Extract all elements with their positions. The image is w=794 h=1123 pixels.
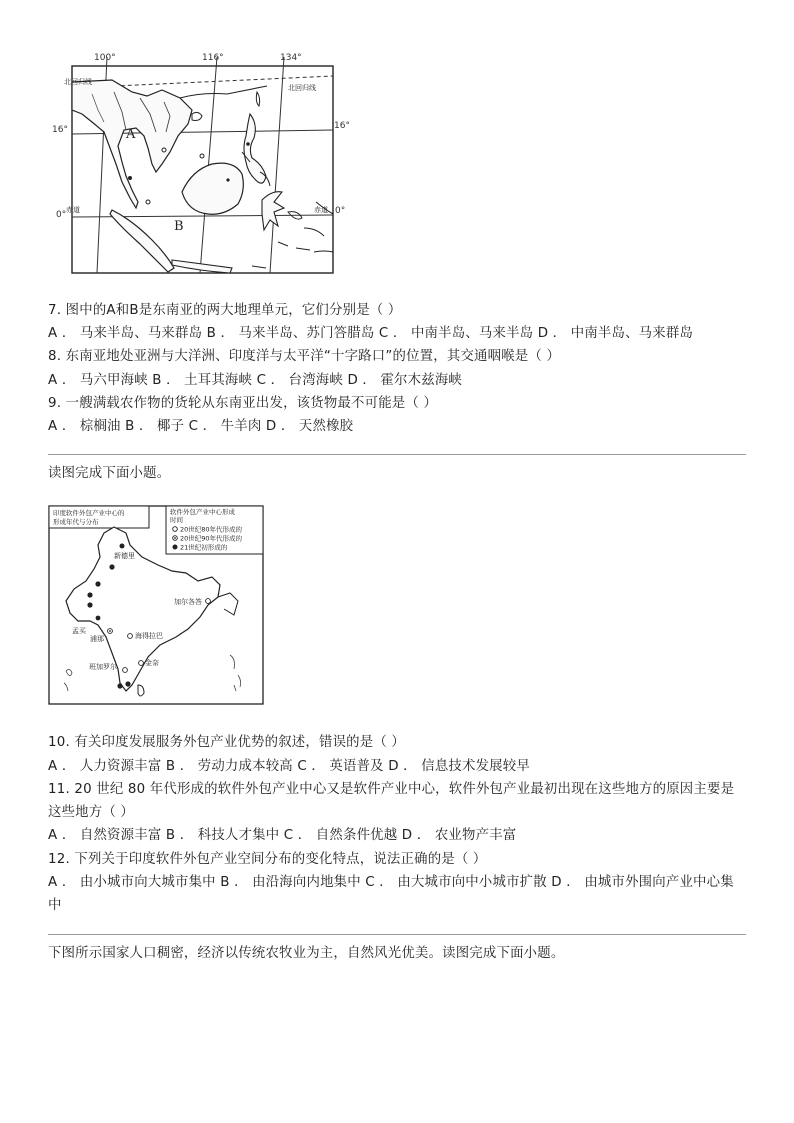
legend-open-circle-icon [173, 527, 178, 532]
question-8-options: A ． 马六甲海峡 B ． 土耳其海峡 C ． 台湾海峡 D ． 霍尔木兹海峡 [48, 373, 463, 388]
city-kolkata: 加尔各答 [174, 598, 202, 606]
question-10: 10. 有关印度发展服务外包产业优势的叙述，错误的是（ ） [48, 735, 405, 750]
region-b-label: B [174, 219, 184, 234]
india-map-title-line1: 印度软件外包产业中心的 [53, 509, 125, 517]
section-divider-1 [48, 454, 746, 455]
kolkata-marker [206, 599, 211, 604]
legend-item-1: 20世纪80年代形成的 [180, 525, 243, 534]
chennai-marker [139, 661, 144, 666]
lon-label-116: 116° [202, 53, 224, 63]
question-11-line1: 11. 20 世纪 80 年代形成的软件外包产业中心又是软件产业中心，软件外包产业最初出现在这些地方的原因主要是 [48, 782, 735, 797]
question-9-options: A ． 棕榈油 B ． 椰子 C ． 牛羊肉 D ． 天然橡胶 [48, 419, 354, 434]
question-11-line2: 这些地方（ ） [48, 805, 134, 820]
question-10-options: A ． 人力资源丰富 B ． 劳动力成本较高 C ． 英语普及 D ． 信息技术发展较早 [48, 759, 530, 774]
question-12: 12. 下列关于印度软件外包产业空间分布的变化特点，说法正确的是（ ） [48, 852, 487, 867]
city-bangalore: 班加罗尔 [89, 663, 117, 671]
question-11-options: A ． 自然资源丰富 B ． 科技人才集中 C ． 自然条件优越 D ． 农业物产丰富 [48, 828, 517, 843]
tropic-label-left: 北回归线 [64, 78, 92, 86]
legend-title-line1: 软件外包产业中心形成 [170, 508, 235, 516]
india-map-title-line2: 形成年代与分布 [53, 518, 99, 526]
southeast-asia-map [52, 52, 350, 280]
city-mumbai: 孟买 [72, 627, 86, 635]
legend-title-line2: 时间 [170, 516, 183, 524]
new-delhi-marker [120, 544, 125, 549]
city-hyderabad: 海得拉巴 [135, 632, 163, 640]
question-9: 9. 一艘满载农作物的货轮从东南亚出发，该货物最不可能是（ ） [48, 396, 438, 411]
southeast-asia-map-svg [52, 52, 350, 280]
india-outsourcing-map [48, 505, 264, 705]
city-pune: 浦那 [90, 635, 104, 643]
pune-marker [96, 616, 101, 621]
section-divider-2 [48, 934, 746, 935]
lat-label-16-left: 16° [52, 125, 68, 135]
legend-item-2: 20世纪90年代形成的 [180, 534, 243, 543]
lat-label-0-left: 0° [56, 210, 67, 220]
section2-intro: 读图完成下面小题。 [48, 466, 171, 481]
hyderabad-marker [128, 634, 133, 639]
india-outsourcing-map-svg [48, 505, 264, 705]
equator-label-right: 赤道 [314, 206, 328, 214]
region-a-label: A [126, 127, 136, 142]
lon-label-134: 134° [280, 53, 302, 63]
lat-label-16-right: 16° [334, 121, 350, 131]
city-new-delhi: 新德里 [114, 552, 135, 560]
equator-label-left: 赤道 [66, 206, 80, 214]
lat-label-0-right: 0° [335, 206, 346, 216]
section3-intro: 下图所示国家人口稠密，经济以传统农牧业为主，自然风光优美。读图完成下面小题。 [48, 946, 565, 961]
tropic-label-right: 北回归线 [288, 84, 316, 92]
question-8: 8. 东南亚地处亚洲与大洋洲、印度洋与太平洋“十字路口”的位置，其交通咽喉是（ ） [48, 349, 561, 364]
question-12-options-line1: A ． 由小城市向大城市集中 B ． 由沿海向内地集中 C ． 由大城市向中小城市扩散 D ． 由城市外围向产业中心集 [48, 875, 734, 890]
question-7-options: A ． 马来半岛、马来群岛 B ． 马来半岛、苏门答腊岛 C ． 中南半岛、马来半岛 D ． 中南半岛、马来群岛 [48, 326, 694, 341]
bangalore-marker [123, 668, 128, 673]
question-12-options-line2: 中 [48, 898, 62, 913]
legend-item-3: 21世纪初形成的 [180, 543, 228, 552]
legend-filled-circle-icon [173, 545, 178, 550]
lon-label-100: 100° [94, 53, 116, 63]
city-chennai: 金奈 [145, 659, 159, 667]
question-7: 7. 图中的A和B是东南亚的两大地理单元，它们分别是（ ） [48, 303, 402, 318]
